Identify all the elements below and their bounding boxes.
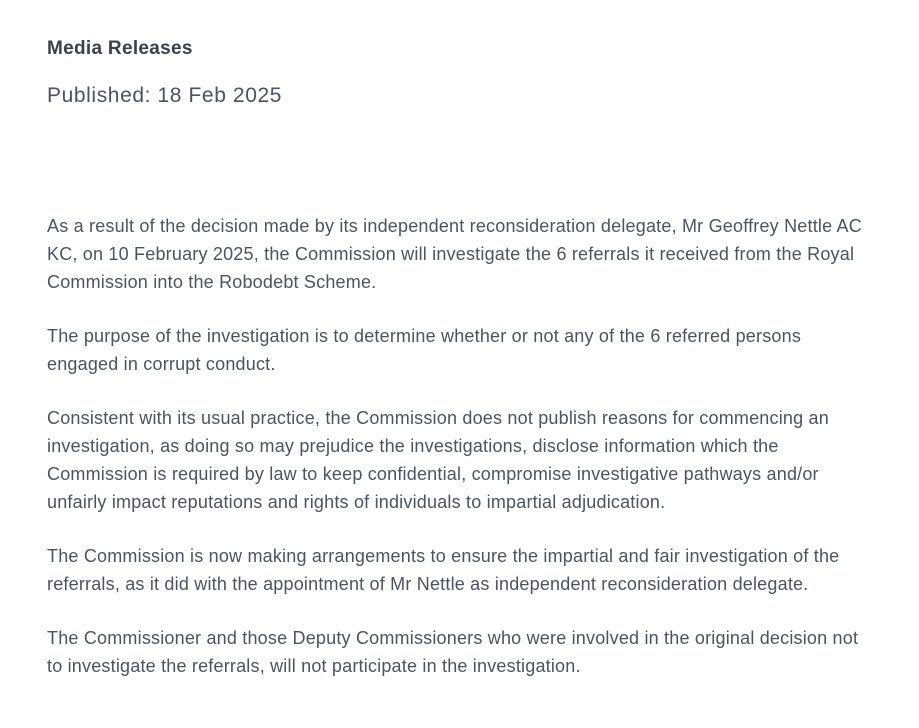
body-paragraph: The Commissioner and those Deputy Commissioners who were involved in the original decision not to investigate the referrals, will not participate in the investigation. [47,628,859,676]
body-paragraph: Consistent with its usual practice, the Commission does not publish reasons for commencing an investigation, as doing so may prejudice the investigations, disclose information which the Commission is required by law to keep confidential, compromise investigative pathways and/or unfairly impact reputations and rights of individuals to impartial adjudication. [47,408,829,512]
body-paragraph: As a result of the decision made by its independent reconsideration delegate, Mr Geoffrey Nettle AC KC, on 10 February 2025, the Commission will investigate the 6 referrals it received from the Royal Commission into the Robodebt Scheme. [47,216,862,292]
published-date: Published: 18 Feb 2025 [47,84,283,107]
article-body [47,212,863,680]
body-paragraph: The purpose of the investigation is to determine whether or not any of the 6 referred persons engaged in corrupt conduct. [47,326,802,374]
body-paragraph: The Commission is now making arrangements to ensure the impartial and fair investigation of the referrals, as it did with the appointment of Mr Nettle as independent reconsideration delegate. [47,546,840,594]
category-heading: Media Releases [47,38,193,59]
